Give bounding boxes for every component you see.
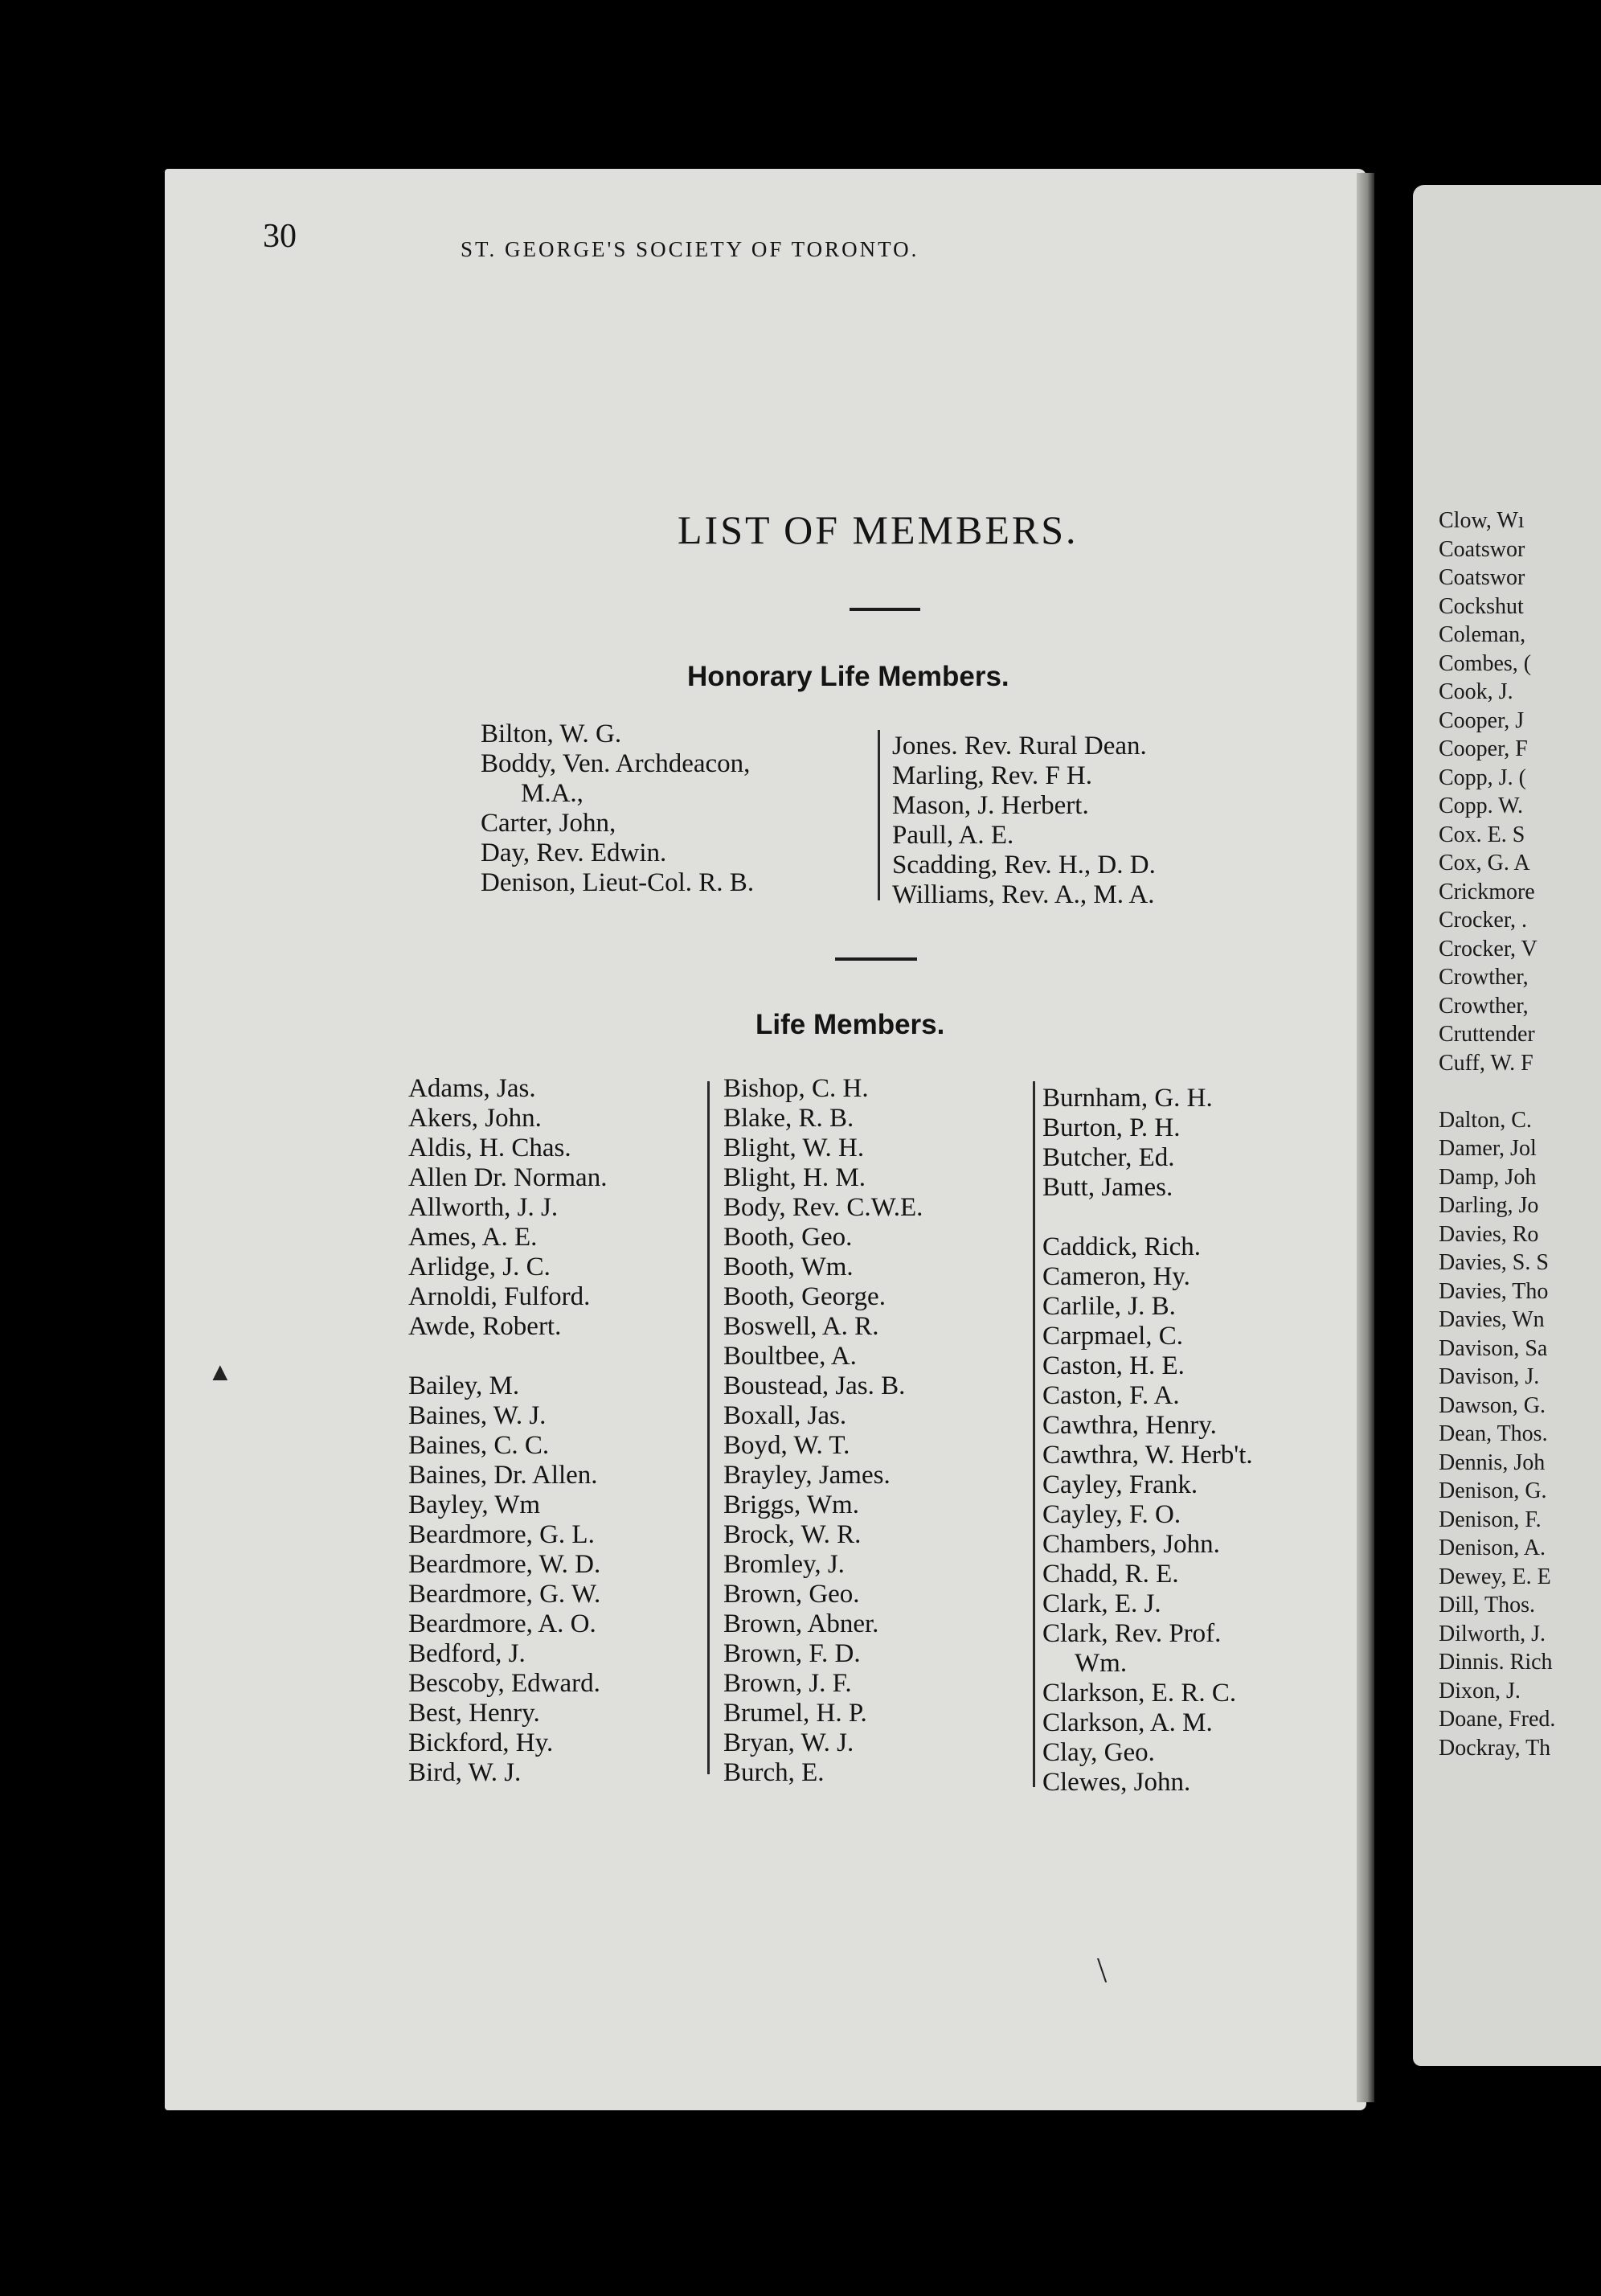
ink-mark: \ (1097, 1950, 1108, 1990)
member-entry: Baines, Dr. Allen. (408, 1461, 598, 1490)
member-entry: Dixon, J. (1439, 1678, 1521, 1704)
member-entry: Damer, Jol (1439, 1136, 1537, 1161)
member-entry: Dill, Thos. (1439, 1593, 1536, 1617)
member-entry: Allworth, J. J. (408, 1193, 559, 1222)
member-entry: Paull, A. E. (892, 821, 1014, 850)
member-entry: Brown, Geo. (723, 1580, 860, 1609)
member-entry: Dewey, E. E (1439, 1564, 1551, 1589)
member-entry: Denison, G. (1439, 1478, 1547, 1503)
member-entry: Day, Rev. Edwin. (481, 838, 667, 867)
member-entry: Brown, F. D. (723, 1639, 861, 1668)
member-entry: Mason, J. Herbert. (892, 791, 1089, 820)
member-entry: M.A., (521, 779, 583, 808)
member-entry: Boyd, W. T. (723, 1431, 850, 1460)
member-entry: Cawthra, Henry. (1042, 1411, 1217, 1440)
member-entry: Clow, Wı (1439, 508, 1525, 533)
life-heading: Life Members. (755, 1009, 945, 1040)
member-entry: Davies, Wn (1439, 1307, 1545, 1332)
member-entry: Darling, Jo (1439, 1193, 1539, 1218)
member-entry: Cockshut (1439, 593, 1524, 619)
member-entry: Cruttender (1439, 1022, 1535, 1047)
member-entry: Cox, G. A (1439, 851, 1530, 875)
member-entry: Cayley, Frank. (1042, 1470, 1198, 1499)
member-entry: Clay, Geo. (1042, 1738, 1155, 1767)
member-entry: Jones. Rev. Rural Dean. (892, 732, 1147, 761)
member-entry: Adams, Jas. (408, 1074, 536, 1103)
page-title: LIST OF MEMBERS. (678, 507, 1079, 552)
life-column-1 (408, 1074, 607, 1788)
member-entry: Scadding, Rev. H., D. D. (892, 851, 1156, 879)
member-entry: Butcher, Ed. (1042, 1143, 1175, 1172)
member-entry: Dean, Thos. (1439, 1421, 1548, 1446)
member-entry: Body, Rev. C.W.E. (723, 1193, 923, 1222)
member-entry: Boxall, Jas. (723, 1401, 847, 1430)
member-entry: Chambers, John. (1042, 1530, 1220, 1559)
member-entry: Burch, E. (723, 1758, 825, 1787)
member-entry: Marling, Rev. F H. (892, 761, 1093, 790)
member-entry: Clarkson, A. M. (1042, 1708, 1213, 1737)
life-divider-1 (707, 1081, 710, 1774)
life-column-3 (1042, 1084, 1253, 1798)
member-entry: Coleman, (1439, 622, 1526, 647)
member-entry: Davison, J. (1439, 1364, 1540, 1389)
member-entry: Brumel, H. P. (723, 1699, 867, 1728)
member-entry: Dawson, G. (1439, 1392, 1546, 1418)
member-entry: Bedford, J. (408, 1639, 526, 1668)
member-entry: Bayley, Wm (408, 1490, 541, 1519)
member-entry: Caston, F. A. (1042, 1381, 1180, 1410)
member-entry: Bickford, Hy. (408, 1728, 554, 1757)
member-entry: Burton, P. H. (1042, 1113, 1181, 1142)
member-entry: Crowther, (1439, 993, 1529, 1019)
member-entry: Williams, Rev. A., M. A. (892, 880, 1155, 909)
member-entry: Blight, W. H. (723, 1134, 865, 1162)
member-entry: Blake, R. B. (723, 1104, 854, 1133)
member-entry: Bailey, M. (408, 1371, 520, 1400)
life-divider-2 (1033, 1081, 1035, 1787)
member-entry: Carpmael, C. (1042, 1322, 1184, 1351)
member-entry: Allen Dr. Norman. (408, 1163, 608, 1192)
facing-page-list (1439, 506, 1555, 1762)
member-entry: Wm. (1075, 1649, 1128, 1678)
member-entry: Crickmore (1439, 879, 1535, 904)
member-entry: Cooper, J (1439, 707, 1525, 733)
member-entry: Dennis, Joh (1439, 1449, 1546, 1475)
member-entry: Beardmore, A. O. (408, 1609, 596, 1638)
page-number: 30 (263, 218, 297, 255)
member-entry: Boustead, Jas. B. (723, 1371, 906, 1400)
member-entry: Carter, John, (481, 809, 616, 838)
member-entry: Cayley, F. O. (1042, 1500, 1181, 1529)
member-entry: Bilton, W. G. (481, 720, 622, 748)
member-entry (408, 1342, 607, 1371)
page-edge (1357, 173, 1374, 2102)
member-entry: Butt, James. (1042, 1173, 1173, 1202)
section-rule (835, 957, 917, 961)
member-entry: Baines, W. J. (408, 1401, 547, 1430)
member-entry: Crocker, . (1439, 908, 1528, 933)
member-entry: Brock, W. R. (723, 1520, 862, 1549)
member-entry: Cook, J. (1439, 679, 1513, 704)
member-entry: Boswell, A. R. (723, 1312, 879, 1341)
member-entry: Cuff, W. F (1439, 1050, 1533, 1076)
member-entry: Arnoldi, Fulford. (408, 1282, 591, 1311)
member-entry: Best, Henry. (408, 1699, 540, 1728)
member-entry: Booth, Geo. (723, 1223, 853, 1252)
member-entry: Damp, Joh (1439, 1164, 1537, 1190)
member-entry: Briggs, Wm. (723, 1490, 859, 1519)
member-entry: Cox. E. S (1439, 822, 1525, 847)
member-entry: Booth, Wm. (723, 1253, 854, 1281)
running-head: ST. GEORGE'S SOCIETY OF TORONTO. (461, 237, 919, 261)
member-entry: Brown, J. F. (723, 1669, 852, 1698)
member-entry: Coatswor (1439, 565, 1525, 590)
member-entry: Beardmore, G. L. (408, 1520, 595, 1549)
member-entry: Brayley, James. (723, 1461, 891, 1490)
member-entry: Denison, A. (1439, 1535, 1546, 1560)
member-entry: Caddick, Rich. (1042, 1232, 1202, 1261)
member-entry: Davies, S. S (1439, 1250, 1549, 1275)
member-entry: Copp. W. (1439, 793, 1524, 818)
member-entry: Baines, C. C. (408, 1431, 550, 1460)
member-entry: Cameron, Hy. (1042, 1262, 1190, 1291)
member-entry: Aldis, H. Chas. (408, 1134, 571, 1162)
member-entry: Coatswor (1439, 536, 1525, 562)
member-entry: Dalton, C. (1439, 1107, 1532, 1133)
member-entry: Crowther, (1439, 965, 1529, 990)
honorary-left-column (481, 720, 754, 898)
member-entry: Brown, Abner. (723, 1609, 879, 1638)
member-entry: Clark, Rev. Prof. (1042, 1619, 1222, 1648)
member-entry: Bird, W. J. (408, 1758, 522, 1787)
member-entry: Denison, F. (1439, 1507, 1542, 1532)
member-entry: Dilworth, J. (1439, 1621, 1546, 1646)
member-entry: Clarkson, E. R. C. (1042, 1679, 1237, 1708)
member-entry: Davies, Ro (1439, 1221, 1539, 1247)
member-entry: Burnham, G. H. (1042, 1084, 1213, 1113)
life-column-2 (723, 1074, 923, 1788)
member-entry: Ames, A. E. (408, 1223, 538, 1252)
member-entry: Dinnis. Rich (1439, 1650, 1553, 1675)
member-entry: Arlidge, J. C. (408, 1253, 551, 1281)
member-entry: Beardmore, G. W. (408, 1580, 601, 1609)
honorary-divider (878, 730, 880, 900)
member-entry: Bishop, C. H. (723, 1074, 869, 1103)
member-entry (1042, 1203, 1253, 1232)
title-rule (850, 608, 920, 611)
member-entry: Bryan, W. J. (723, 1728, 854, 1757)
member-entry: Caston, H. E. (1042, 1351, 1185, 1380)
member-entry: Cawthra, W. Herb't. (1042, 1441, 1253, 1470)
member-entry (1439, 1077, 1555, 1106)
member-entry: Crocker, V (1439, 936, 1538, 961)
member-entry: Denison, Lieut-Col. R. B. (481, 868, 755, 897)
member-entry: Doane, Fred. (1439, 1707, 1556, 1732)
honorary-heading: Honorary Life Members. (687, 661, 1009, 692)
member-entry: Booth, George. (723, 1282, 886, 1311)
member-entry: Carlile, J. B. (1042, 1292, 1176, 1321)
member-entry: Beardmore, W. D. (408, 1550, 601, 1579)
ink-mark: ▲ (207, 1357, 233, 1386)
member-entry: Bromley, J. (723, 1550, 845, 1579)
member-entry: Boddy, Ven. Archdeacon, (481, 749, 751, 778)
member-entry: Bescoby, Edward. (408, 1669, 600, 1698)
member-entry: Blight, H. M. (723, 1163, 866, 1192)
member-entry: Copp, J. ( (1439, 765, 1526, 790)
member-entry: Davison, Sa (1439, 1335, 1548, 1361)
member-entry: Davies, Tho (1439, 1278, 1549, 1304)
member-entry: Combes, ( (1439, 650, 1532, 676)
member-entry: Akers, John. (408, 1104, 542, 1133)
member-entry: Clark, E. J. (1042, 1589, 1161, 1618)
member-entry: Chadd, R. E. (1042, 1560, 1179, 1589)
member-entry: Dockray, Th (1439, 1735, 1551, 1761)
member-entry: Clewes, John. (1042, 1768, 1191, 1797)
member-entry: Boultbee, A. (723, 1342, 857, 1371)
member-entry: Cooper, F (1439, 736, 1528, 761)
member-entry: Awde, Robert. (408, 1312, 562, 1341)
honorary-right-column (892, 732, 1156, 910)
